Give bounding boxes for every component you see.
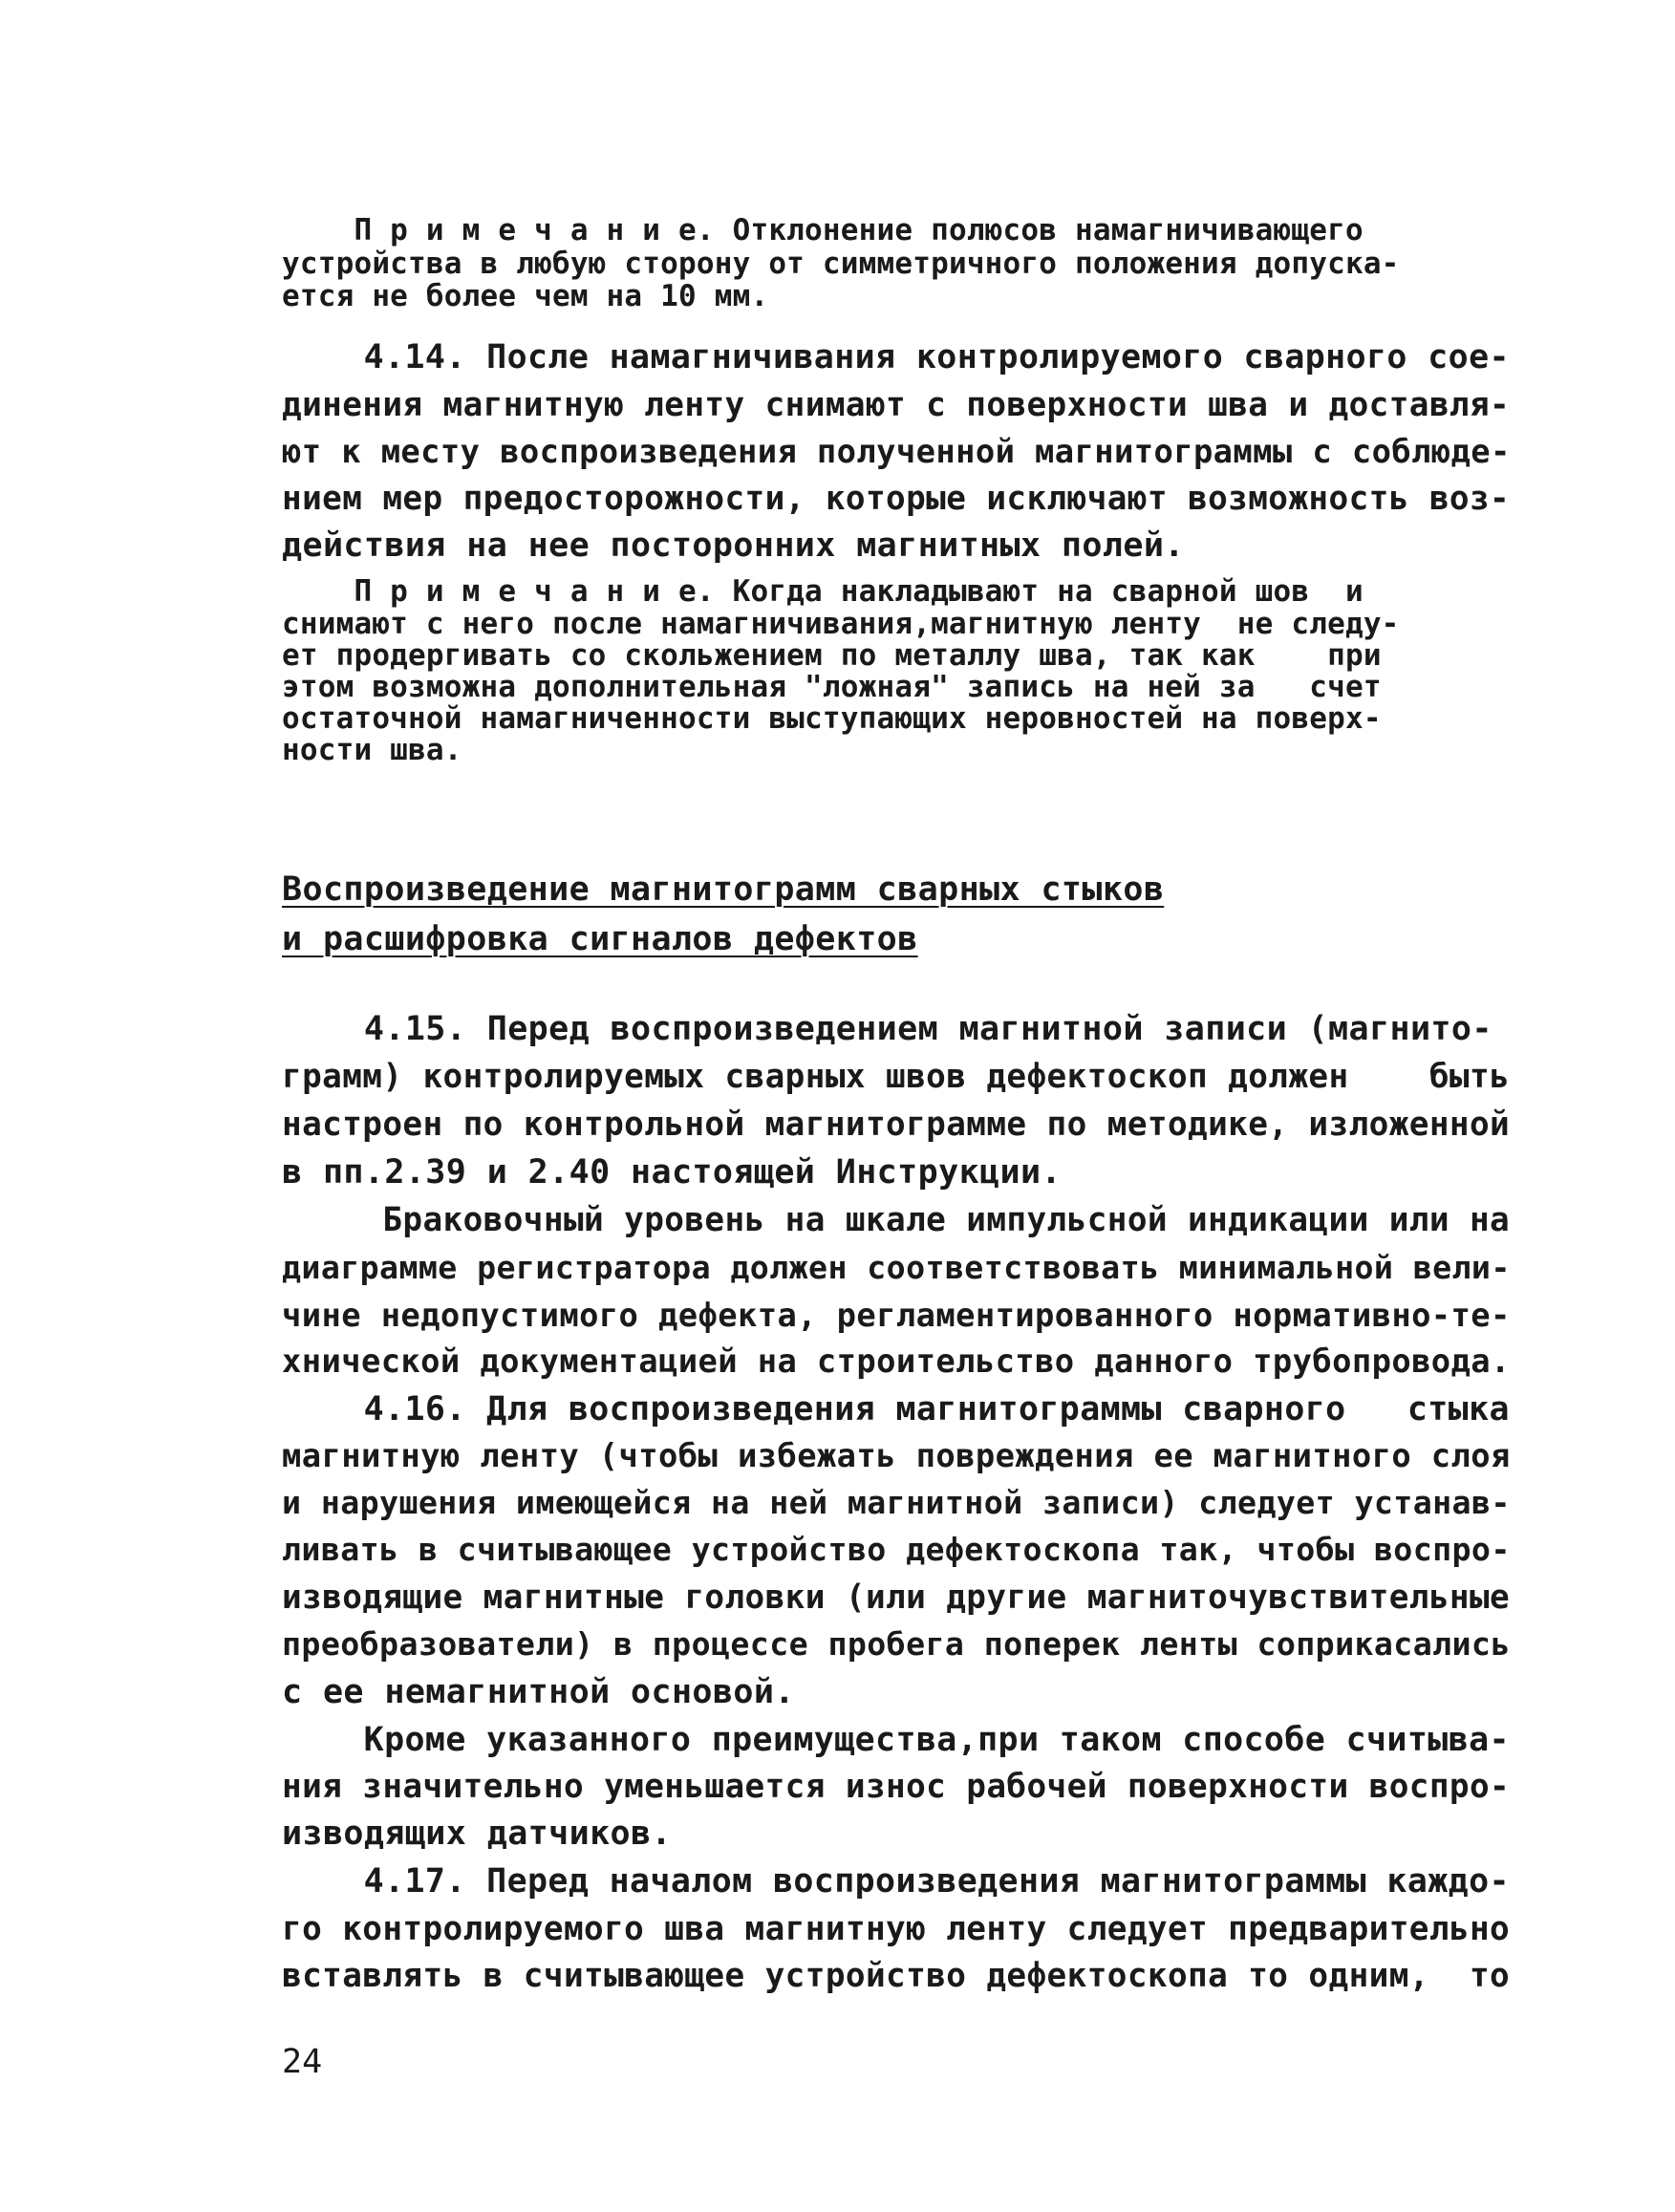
text-line: изводящие магнитные головки (или другие магниточувствительные bbox=[282, 1578, 1511, 1617]
text-line: ливать в считывающее устройство дефектоскопа так, чтобы воспро- bbox=[282, 1531, 1511, 1568]
text-line: магнитную ленту (чтобы избежать повреждения ее магнитного слоя bbox=[282, 1437, 1511, 1474]
text-line: хнической документацией на строительство данного трубопровода. bbox=[282, 1342, 1511, 1380]
text-line: диаграмме регистратора должен соответствовать минимальной вели- bbox=[282, 1249, 1511, 1286]
text-line: действия на нее посторонних магнитных полей. bbox=[282, 526, 1185, 565]
text-line: П р и м е ч а н и е. Отклонение полюсов намагничивающего bbox=[282, 213, 1364, 247]
text-line: настроен по контрольной магнитограмме по методике, изложенной bbox=[282, 1106, 1511, 1144]
heading-line: и расшифровка сигналов дефектов bbox=[282, 920, 918, 958]
page-number: 24 bbox=[282, 2043, 323, 2081]
text-line: устройства в любую сторону от симметричного положения допуска- bbox=[282, 247, 1400, 281]
text-line: грамм) контролируемых сварных швов дефектоскоп должен быть bbox=[282, 1058, 1511, 1096]
text-line: этом возможна дополнительная "ложная" запись на ней за счет bbox=[282, 670, 1382, 704]
text-line: снимают с него после намагничивания,магнитную ленту не следу- bbox=[282, 607, 1400, 641]
text-line: 4.14. После намагничивания контролируемого сварного сое- bbox=[282, 338, 1510, 376]
text-line: ют к месту воспроизведения полученной магнитограммы с соблюде- bbox=[282, 433, 1511, 470]
heading-line: Воспроизведение магнитограмм сварных стыков bbox=[282, 870, 1165, 909]
text-line: Браковочный уровень на шкале импульсной индикации или на bbox=[282, 1201, 1511, 1239]
text-line: 4.15. Перед воспроизведением магнитной записи (магнито- bbox=[282, 1010, 1492, 1048]
text-line: ния значительно уменьшается износ рабочей поверхности воспро- bbox=[282, 1768, 1511, 1806]
text-line: остаточной намагниченности выступающих неровностей на поверх- bbox=[282, 701, 1382, 736]
text-line: вставлять в считывающее устройство дефектоскопа то одним, то bbox=[282, 1957, 1511, 1995]
text-line: и нарушения имеющейся на ней магнитной записи) следует устанав- bbox=[282, 1484, 1511, 1521]
text-line: преобразователи) в процессе пробега поперек ленты соприкасались bbox=[282, 1625, 1511, 1663]
text-line: в пп.2.39 и 2.40 настоящей Инструкции. bbox=[282, 1153, 1062, 1192]
text-line: с ее немагнитной основой. bbox=[282, 1673, 795, 1711]
text-line: 4.17. Перед началом воспроизведения магнитограммы каждо- bbox=[282, 1862, 1510, 1901]
text-line: динения магнитную ленту снимают с поверхности шва и доставля- bbox=[282, 386, 1511, 424]
text-line: чине недопустимого дефекта, регламентированного нормативно-те- bbox=[282, 1297, 1511, 1334]
text-line: ности шва. bbox=[282, 733, 462, 767]
text-line: ет продергивать со скольжением по металлу шва, так как при bbox=[282, 638, 1382, 673]
text-line: Кроме указанного преимущества,при таком способе считыва- bbox=[282, 1721, 1510, 1759]
text-line: го контролируемого шва магнитную ленту следует предварительно bbox=[282, 1910, 1511, 1948]
text-line: ется не более чем на 10 мм. bbox=[282, 279, 769, 313]
text-line: П р и м е ч а н и е. Когда накладывают на сварной шов и bbox=[282, 574, 1364, 609]
text-line: изводящих датчиков. bbox=[282, 1815, 672, 1853]
text-line: нием мер предосторожности, которые исключают возможность воз- bbox=[282, 480, 1511, 518]
text-line: 4.16. Для воспроизведения магнитограммы сварного стыка bbox=[282, 1390, 1510, 1428]
